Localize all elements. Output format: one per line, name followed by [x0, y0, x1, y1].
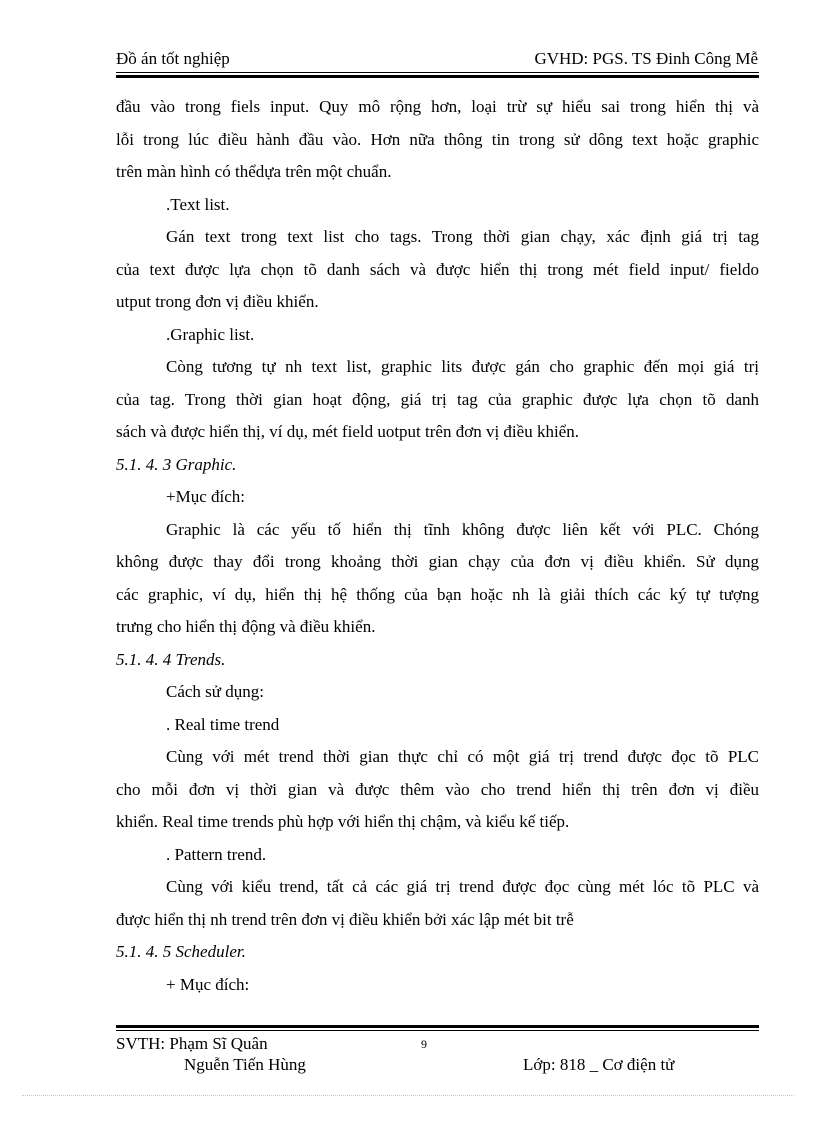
page-body	[116, 91, 759, 1001]
footer-rule-thick	[116, 1025, 759, 1028]
footer-author-2: Nguễn Tiến Hùng	[184, 1055, 306, 1074]
section-heading-graphic: 5.1. 4. 3 Graphic.	[116, 454, 237, 474]
header-right: GVHD: PGS. TS Đinh Công Mễ	[534, 49, 758, 68]
page-number: 9	[421, 1037, 427, 1051]
footer-rule-thin	[116, 1030, 759, 1031]
page-bottom-dotted-line	[22, 1095, 794, 1096]
body-line: Gán text trong text list cho tags. Trong thời gian chạy, xác định giá trị tag	[166, 227, 759, 246]
body-line: utput trong đơn vị điều khiển.	[116, 292, 319, 311]
body-line: trên màn hình có thểdựa trên một chuẩn.	[116, 162, 392, 181]
body-line: Cùng với mét trend thời gian thực chỉ có một giá trị trend được đọc tõ PLC	[166, 747, 759, 766]
subheading-real-time-trend: . Real time trend	[166, 714, 280, 734]
list-heading-text: .Text list.	[166, 194, 230, 214]
footer-class: Lớp: 818 _ Cơ điện tử	[523, 1055, 675, 1074]
header-rule-thin	[116, 72, 759, 73]
section-heading-trends: 5.1. 4. 4 Trends.	[116, 649, 226, 669]
list-heading-graphic: .Graphic list.	[166, 324, 255, 344]
body-line: được hiển thị nh trend trên đơn vị điều khiển bởi xác lập mét bit trễ	[116, 909, 574, 929]
purpose-label: +Mục đích:	[166, 487, 245, 506]
footer-author-1: SVTH: Phạm Sĩ Quân	[116, 1034, 268, 1053]
header-left: Đồ án tốt nghiệp	[116, 49, 230, 68]
body-line: cho mỗi đơn vị thời gian và được thêm vào cho trend hiển thị trên đơn vị điều	[116, 779, 759, 799]
purpose-label: + Mục đích:	[166, 974, 250, 994]
body-line: các graphic, ví dụ, hiển thị hệ thống của bạn hoặc nh là giải thích các ký tự tượng	[116, 584, 759, 604]
body-line: không được thay đổi trong khoảng thời gian chạy của đơn vị điều khiển. Sử dụng	[116, 552, 759, 571]
section-heading-scheduler: 5.1. 4. 5 Scheduler.	[116, 942, 246, 961]
body-line: sách và được hiển thị, ví dụ, mét field uotput trên đơn vị điều khiển.	[116, 422, 579, 441]
body-line: của tag. Trong thời gian hoạt động, giá trị tag của graphic được lựa chọn tõ danh	[116, 389, 759, 409]
body-line: Còng tương tự nh text list, graphic lits được gán cho graphic đến mọi giá trị	[166, 357, 759, 376]
body-line: khiển. Real time trends phù hợp với hiển thị chậm, và kiểu kế tiếp.	[116, 812, 570, 831]
body-line: Graphic là các yếu tố hiển thị tĩnh không được liên kết với PLC. Chóng	[166, 519, 759, 539]
subheading-pattern-trend: . Pattern trend.	[166, 844, 267, 864]
body-line: lỗi trong lúc điều hành đầu vào. Hơn nữa thông tin trong sử dông text hoặc graphic	[116, 129, 759, 149]
header-rule-thick	[116, 75, 759, 78]
body-line: Cùng với kiểu trend, tất cả các giá trị trend được đọc cùng mét lóc tõ PLC và	[166, 877, 759, 896]
body-line: của text được lựa chọn tõ danh sách và được hiển thị trong mét field input/ fieldo	[116, 259, 759, 279]
body-line: đầu vào trong fiels input. Quy mô rộng hơn, loại trừ sự hiểu sai trong hiển thị và	[116, 97, 759, 116]
usage-label: Cách sử dụng:	[166, 682, 264, 701]
body-line: trưng cho hiển thị động và điều khiển.	[116, 617, 376, 636]
